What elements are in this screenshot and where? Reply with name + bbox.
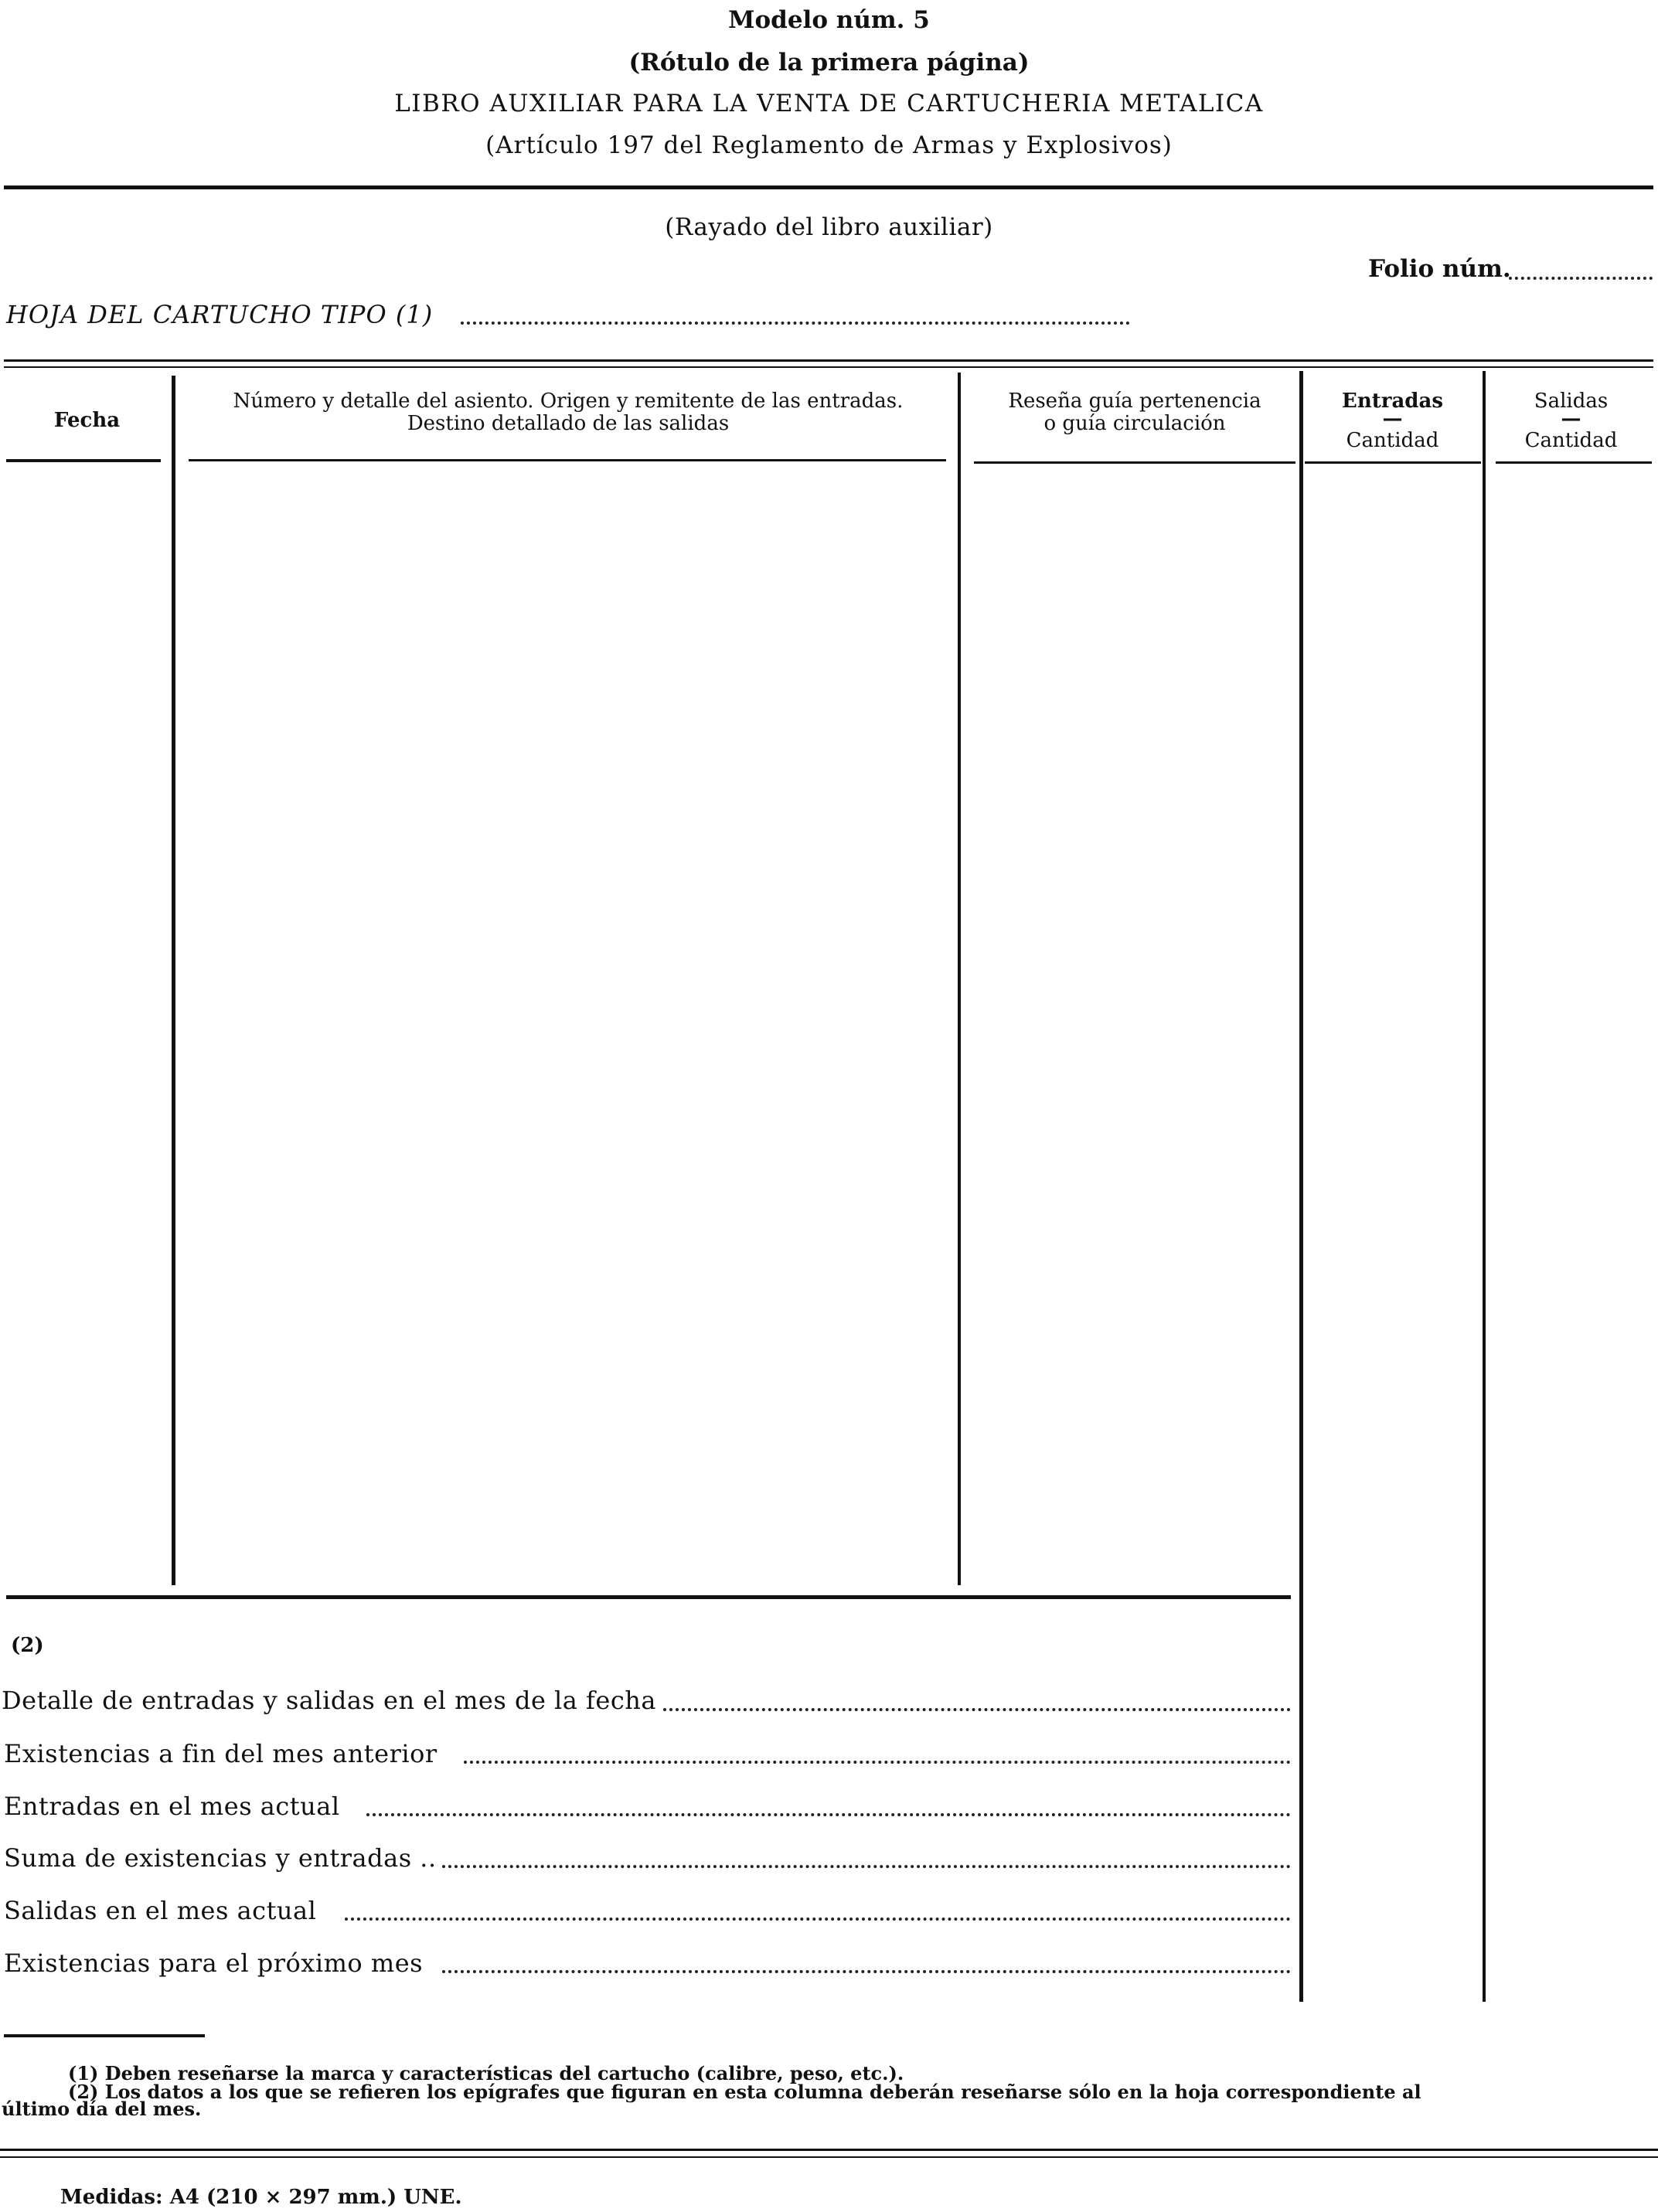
summary-note-marker: (2) xyxy=(11,1634,44,1657)
salidas-header-underline xyxy=(1496,461,1652,464)
entries-bottom-rule xyxy=(6,1595,1291,1599)
footnote-separator xyxy=(4,2034,205,2037)
summary-label-entradas: Entradas en el mes actual xyxy=(4,1792,340,1821)
top-rule xyxy=(4,185,1653,189)
entradas-header-underline xyxy=(1305,461,1481,464)
footnote-2-line1: (2) Los datos a los que se refieren los epígrafes que figuran en esta columna deberán reseñarse sólo en la hoja correspondiente al xyxy=(68,2081,1421,2103)
summary-field-existencias-anterior[interactable] xyxy=(464,1761,1291,1764)
summary-label-existencias-proximo: Existencias para el próximo mes xyxy=(4,1948,424,1978)
column-divider-detalle xyxy=(958,373,961,1585)
table-top-rule-thin xyxy=(4,366,1653,368)
column-header-salidas xyxy=(1488,390,1654,452)
resena-header-underline xyxy=(974,461,1295,464)
salidas-header-quantity: Cantidad xyxy=(1524,429,1618,452)
bottom-rule xyxy=(0,2149,1658,2151)
resena-header-line1: Reseña guía pertenencia xyxy=(1008,390,1261,413)
summary-label-salidas: Salidas en el mes actual xyxy=(4,1896,317,1925)
book-title: LIBRO AUXILIAR PARA LA VENTA DE CARTUCHERIA METALICA xyxy=(394,90,1264,117)
summary-label-existencias-anterior: Existencias a fin del mes anterior xyxy=(4,1739,437,1768)
column-divider-fecha xyxy=(172,376,175,1585)
resena-header-line2: o guía circulación xyxy=(1043,412,1226,435)
folio-label: Folio núm. xyxy=(1368,255,1511,283)
column-header-entradas xyxy=(1302,390,1483,452)
salidas-header-dash: — xyxy=(1561,407,1581,430)
summary-field-salidas[interactable] xyxy=(345,1918,1291,1921)
cartridge-type-field[interactable] xyxy=(461,322,1130,325)
article-reference: (Artículo 197 del Reglamento de Armas y Explosivos) xyxy=(485,131,1173,159)
detalle-header-line2: Destino detallado de las salidas xyxy=(407,412,730,435)
column-header-fecha: Fecha xyxy=(53,409,121,432)
column-divider-resena xyxy=(1299,371,1303,2002)
model-number: Modelo núm. 5 xyxy=(728,6,930,34)
summary-field-existencias-proximo[interactable] xyxy=(442,1970,1291,1973)
folio-number-field[interactable] xyxy=(1509,277,1653,280)
salidas-header-title: Salidas xyxy=(1534,390,1609,413)
ruling-title: (Rayado del libro auxiliar) xyxy=(665,213,993,241)
sheet-type-label: HOJA DEL CARTUCHO TIPO (1) xyxy=(6,300,434,329)
summary-field-suma[interactable] xyxy=(442,1865,1291,1868)
column-divider-entradas xyxy=(1483,371,1486,2002)
footnote-1: (1) Deben reseñarse la marca y características del cartucho (calibre, peso, etc.). xyxy=(68,2062,904,2084)
fecha-header-underline xyxy=(6,459,161,462)
entradas-header-quantity: Cantidad xyxy=(1346,429,1439,452)
column-header-resena xyxy=(972,390,1297,435)
summary-field-entradas[interactable] xyxy=(366,1813,1291,1816)
entradas-header-dash: — xyxy=(1382,407,1403,430)
detalle-header-line1: Número y detalle del asiento. Origen y remitente de las entradas. xyxy=(233,390,904,413)
table-top-rule xyxy=(4,359,1653,362)
page-subtitle: (Rótulo de la primera página) xyxy=(628,49,1030,77)
detalle-header-underline xyxy=(189,459,946,461)
summary-label-suma: Suma de existencias y entradas .. xyxy=(4,1843,437,1873)
page-measures: Medidas: A4 (210 × 297 mm.) UNE. xyxy=(60,2186,462,2209)
bottom-rule-thin xyxy=(0,2156,1658,2158)
summary-label-detalle: Detalle de entradas y salidas en el mes de la fecha xyxy=(2,1686,656,1715)
footnote-2-line2: último día del mes. xyxy=(2,2098,202,2120)
summary-field-detalle[interactable] xyxy=(663,1708,1291,1711)
column-header-detalle xyxy=(186,390,951,435)
entradas-header-title: Entradas xyxy=(1342,390,1443,413)
